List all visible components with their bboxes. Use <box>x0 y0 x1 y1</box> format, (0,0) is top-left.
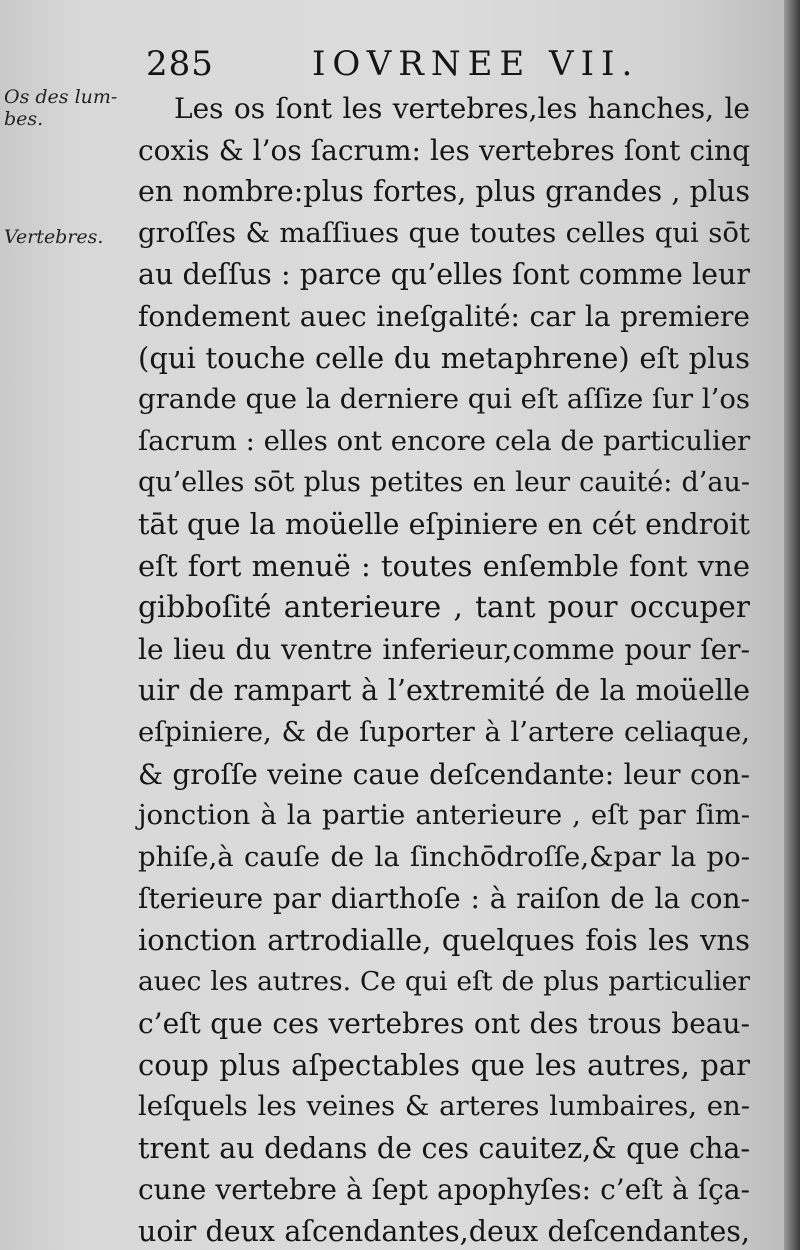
text-line: trent au dedans de ces cauitez,& que cha- <box>138 1131 750 1165</box>
body-text <box>138 88 750 1250</box>
text-line: fondement auec ineſgalité: car la premiere <box>138 299 750 333</box>
running-head: IOVRNEE VII. <box>312 44 640 84</box>
page-header <box>140 44 760 94</box>
margin-note-os-des-lumbes: Os des lum- bes. <box>4 86 118 130</box>
text-line: au deſſus : parce qu’elles ſont comme leur <box>138 258 750 292</box>
text-line: jonction à la partie anterieure , eſt par ſim- <box>138 799 750 832</box>
text-line: ſterieure par diarthoſe : à raiſon de la con- <box>138 882 750 916</box>
page-number: 285 <box>146 44 214 84</box>
text-line: grande que la derniere qui eſt aſſize ſur l’os <box>138 383 750 416</box>
text-line: tāt que la moüelle eſpiniere en cét endroit <box>138 507 750 541</box>
text-line: ſacrum : elles ont encore cela de particulier <box>138 424 751 457</box>
text-line: eſpiniere, & de ſuporter à l’artere celiaque, <box>138 715 750 748</box>
text-line: qu’elles sōt plus petites en leur cauité: d’au- <box>138 467 750 499</box>
text-line: & groſſe veine caue deſcendante: leur con- <box>138 757 750 791</box>
page-edge-shadow <box>784 0 800 1250</box>
margin-notes <box>0 0 132 1250</box>
text-line: leſquels les veines & arteres lumbaires, en- <box>138 1090 750 1123</box>
text-line: phiſe,à cauſe de la ſinchōdroſſe,&par la po- <box>138 840 750 873</box>
text-line: groſſes & maſſiues que toutes celles qui sōt <box>138 216 750 249</box>
text-line: Les os ſont les vertebres,les hanches, le <box>174 92 750 125</box>
text-line: auec les autres. Ce qui eſt de plus particulier <box>138 966 750 998</box>
text-line: coxis & l’os ſacrum: les vertebres ſont cinq <box>138 133 750 167</box>
text-line: uir de rampart à l’extremité de la moüelle <box>138 674 750 708</box>
text-line: ionction artrodialle, quelques fois les vns <box>138 922 750 957</box>
text-line: eſt fort menuë : toutes enſemble font vne <box>138 548 750 583</box>
text-line: cune vertebre à ſept apophyſes: c’eſt à ſça- <box>138 1173 750 1207</box>
margin-note-vertebres: Vertebres. <box>4 226 104 248</box>
text-line: coup plus aſpectables que les autres, par <box>138 1047 750 1082</box>
text-line: (qui touche celle du metaphrene) eſt plus <box>138 340 750 375</box>
text-line: gibboſité anterieure , tant pour occuper <box>138 590 750 625</box>
text-line: uoir deux aſcendantes,deux deſcendantes, <box>138 1215 750 1249</box>
text-line: le lieu du ventre inferieur,comme pour ſer- <box>138 632 750 666</box>
text-line: c’eſt que ces vertebres ont des trous beau- <box>138 1007 750 1041</box>
text-line: en nombre:plus fortes, plus grandes , plus <box>138 175 750 209</box>
